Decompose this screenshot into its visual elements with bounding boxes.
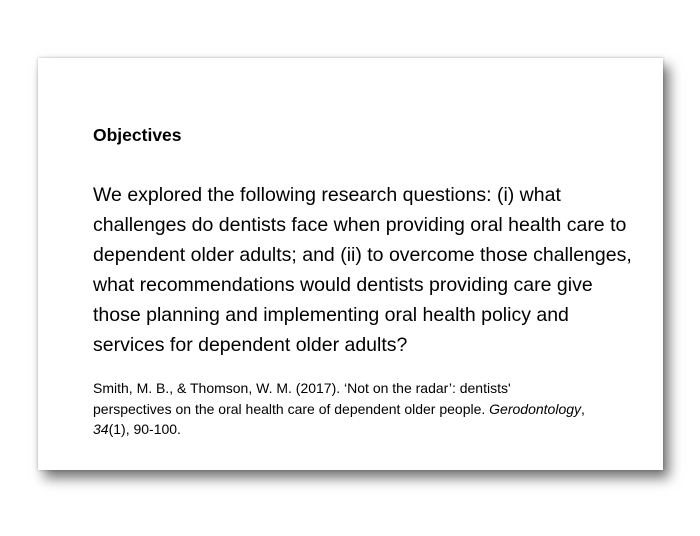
objectives-paragraph	[93, 180, 638, 360]
citation-line	[93, 399, 653, 420]
citation-text: perspectives on the oral health care of dependent older people.	[93, 400, 490, 417]
paragraph-line: what recommendations would dentists providing care give	[93, 274, 593, 296]
paragraph-line: dependent older adults; and (ii) to overcome those challenges,	[93, 244, 632, 266]
document-card	[38, 58, 663, 470]
issue-pages: (1), 90-100.	[108, 421, 181, 437]
paragraph-line: challenges do dentists face when providing oral health care to	[93, 214, 627, 236]
paragraph-line: services for dependent older adults?	[93, 334, 408, 356]
citation-line	[93, 419, 653, 440]
citation-punctuation: ,	[581, 400, 585, 417]
citation-line: Smith, M. B., & Thomson, W. M. (2017). ‘Not on the radar’: dentists'	[93, 380, 511, 396]
journal-volume: 34	[93, 421, 109, 437]
journal-title: Gerodontology	[489, 400, 582, 417]
paragraph-line: those planning and implementing oral health policy and	[93, 304, 569, 326]
section-heading: Objectives	[93, 125, 182, 145]
citation	[93, 378, 653, 440]
paragraph-line: We explored the following research questions: (i) what	[93, 184, 561, 206]
